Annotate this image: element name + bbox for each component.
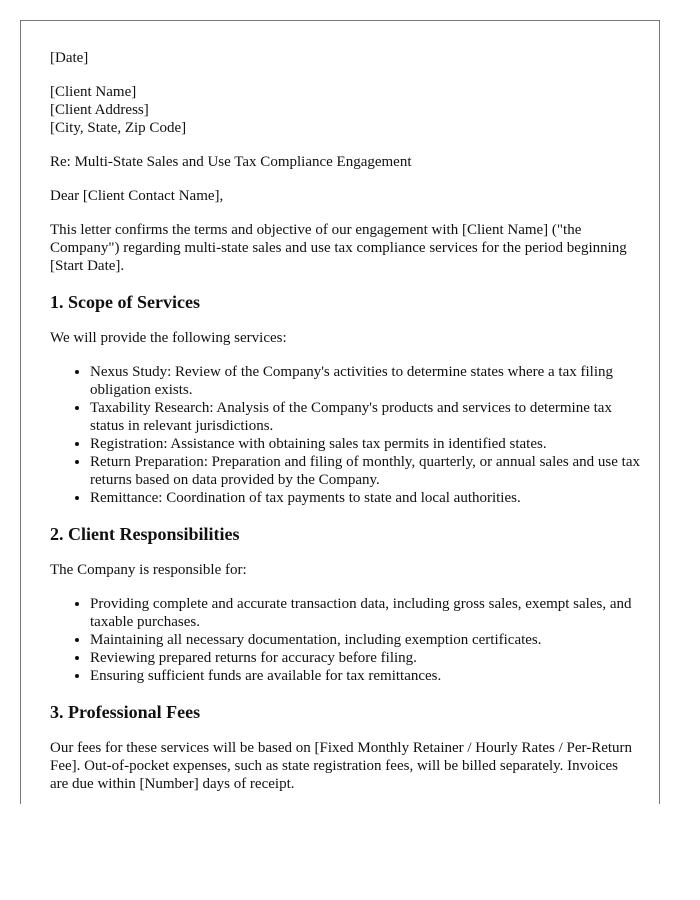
salutation: Dear [Client Contact Name], — [50, 188, 224, 204]
letter-content — [50, 49, 640, 804]
recipient-address: [Client Address] — [50, 102, 149, 118]
fees-paragraph: Our fees for these services will be based on [Fixed Monthly Retainer / Hourly Rates / Per-Return Fee]. Out-of-pocket expenses, such as state registration fees, will be billed separately. Invoices are due within [Number] days of receipt. — [50, 740, 633, 792]
scope-lead: We will provide the following services: — [50, 330, 287, 346]
list-item: • Nexus Study: Review of the Company's activities to determine states where a tax filing obligation exists. — [90, 363, 640, 399]
list-item: • Return Preparation: Preparation and filing of monthly, quarterly, or annual sales and use tax returns based on data provided by the Company. — [90, 453, 640, 489]
list-item: • Taxability Research: Analysis of the Company's products and services to determine tax status in relevant jurisdictions. — [90, 399, 640, 435]
subject-line: Re: Multi-State Sales and Use Tax Compliance Engagement — [50, 154, 412, 170]
list-item: • Providing complete and accurate transaction data, including gross sales, exempt sales, and taxable purchases. — [90, 595, 640, 631]
list-item: • Maintaining all necessary documentation, including exemption certificates. — [90, 631, 640, 649]
letter-date: [Date] — [50, 50, 89, 66]
list-item: • Remittance: Coordination of tax payments to state and local authorities. — [90, 489, 640, 507]
list-item: • Registration: Assistance with obtaining sales tax permits in identified states. — [90, 435, 640, 453]
list-item: • Ensuring sufficient funds are available for tax remittances. — [90, 667, 640, 685]
recipient-city-state-zip: [City, State, Zip Code] — [50, 120, 187, 136]
responsibilities-heading: 2. Client Responsibilities — [50, 524, 240, 544]
intro-paragraph: This letter confirms the terms and objective of our engagement with [Client Name] ("the Company") regarding multi-state sales and use tax compliance services for the period beginning [Start Date]. — [50, 222, 627, 274]
responsibilities-lead: The Company is responsible for: — [50, 562, 247, 578]
responsibilities-list — [50, 595, 640, 685]
list-item: • Reviewing prepared returns for accuracy before filing. — [90, 649, 640, 667]
letter-page — [20, 20, 660, 804]
recipient-name: [Client Name] — [50, 84, 137, 100]
scope-heading: 1. Scope of Services — [50, 292, 200, 312]
scope-list — [50, 363, 640, 507]
fees-heading: 3. Professional Fees — [50, 702, 201, 722]
recipient-address-block — [50, 83, 640, 137]
